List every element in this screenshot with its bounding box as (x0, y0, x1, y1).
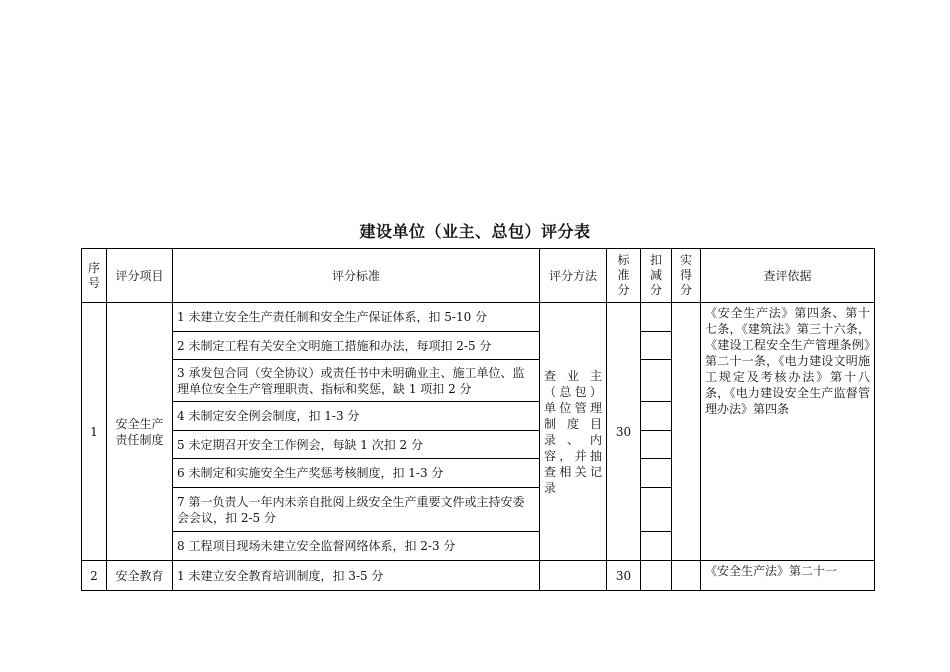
score-table (81, 248, 875, 591)
row-item: 安全生产责任制度 (107, 303, 173, 561)
deduct-cell (641, 360, 672, 402)
header-row (82, 249, 875, 303)
criteria-cell: 4 未制定安全例会制度，扣 1-3 分 (173, 402, 540, 431)
criteria-cell: 1 未建立安全生产责任制和安全生产保证体系，扣 5-10 分 (173, 303, 540, 332)
header-actual: 实得分 (672, 249, 701, 303)
header-index: 序号 (82, 249, 107, 303)
deduct-cell (641, 402, 672, 431)
deduct-cell (641, 332, 672, 360)
deduct-cell (641, 303, 672, 332)
criteria-cell: 6 未制定和实施安全生产奖惩考核制度，扣 1-3 分 (173, 459, 540, 488)
header-basis: 查评依据 (701, 249, 875, 303)
criteria-cell: 3 承发包合同（安全协议）或责任书中未明确业主、施工单位、监理单位安全生产管理职责、指标和奖惩，缺 1 项扣 2 分 (173, 360, 540, 402)
deduct-cell (641, 561, 672, 591)
row-basis: 《安全生产法》第二十一 (701, 561, 875, 591)
row-standard: 30 (607, 561, 641, 591)
header-standard: 标准分 (607, 249, 641, 303)
table-row (82, 561, 875, 591)
deduct-cell (641, 532, 672, 561)
header-method: 评分方法 (540, 249, 607, 303)
table-row (82, 303, 875, 332)
actual-cell (672, 561, 701, 591)
row-method (540, 561, 607, 591)
row-method: 查业主（总包）单位管理制度目录、内容，并抽查相关记录 (540, 303, 607, 561)
header-item: 评分项目 (107, 249, 173, 303)
deduct-cell (641, 488, 672, 532)
row-index: 2 (82, 561, 107, 591)
criteria-cell: 1 未建立安全教育培训制度，扣 3-5 分 (173, 561, 540, 591)
row-index: 1 (82, 303, 107, 561)
criteria-cell: 7 第一负责人一年内未亲自批阅上级安全生产重要文件或主持安委会会议，扣 2-5 分 (173, 488, 540, 532)
criteria-cell: 2 未制定工程有关安全文明施工措施和办法，每项扣 2-5 分 (173, 332, 540, 360)
row-basis: 《安全生产法》第四条、第十七条，《建筑法》第三十六条，《建设工程安全生产管理条例》第二十一条，《电力建设文明施工规定及考核办法》第十八条，《电力建设安全生产监督管理办法》第四条 (701, 303, 875, 561)
page-title: 建设单位（业主、总包）评分表 (359, 222, 591, 241)
deduct-cell (641, 431, 672, 459)
row-standard: 30 (607, 303, 641, 561)
deduct-cell (641, 459, 672, 488)
criteria-cell: 8 工程项目现场未建立安全监督网络体系，扣 2-3 分 (173, 532, 540, 561)
header-criteria: 评分标准 (173, 249, 540, 303)
actual-cell (672, 303, 701, 561)
header-deduct: 扣减分 (641, 249, 672, 303)
row-item: 安全教育 (107, 561, 173, 591)
criteria-cell: 5 未定期召开安全工作例会，每缺 1 次扣 2 分 (173, 431, 540, 459)
